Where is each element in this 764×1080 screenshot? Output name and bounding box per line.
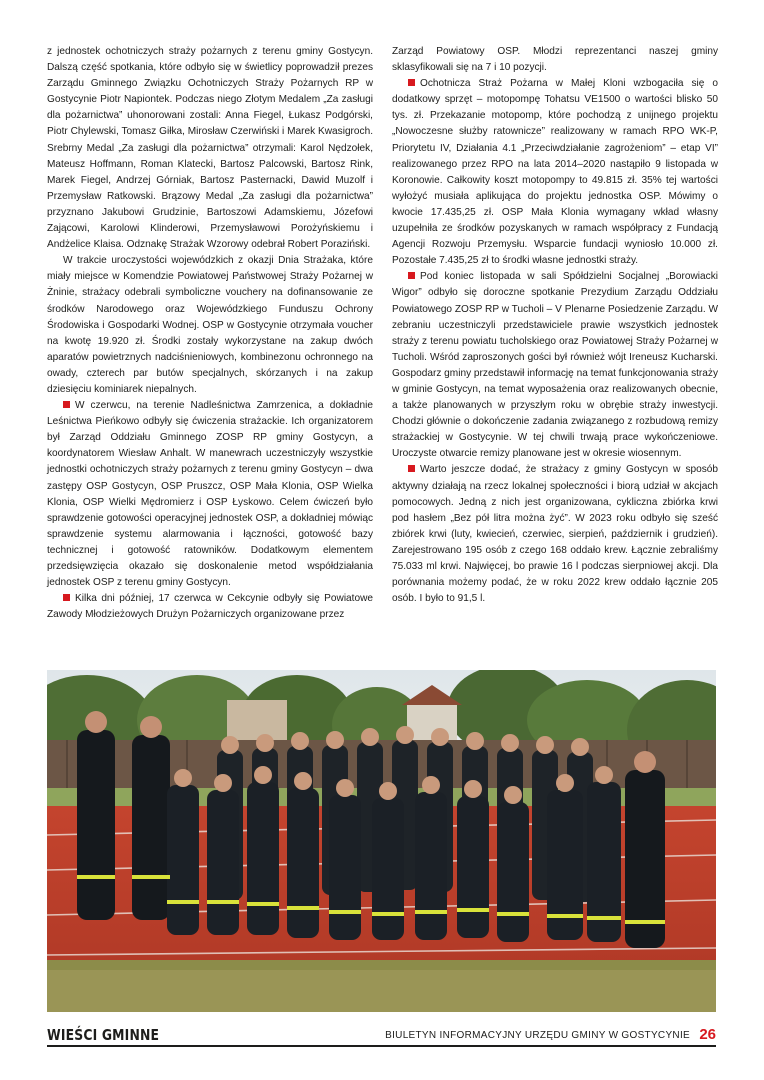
footer-divider — [47, 1045, 716, 1047]
team-photo-illustration — [47, 670, 716, 1012]
bullet-square-icon — [408, 465, 415, 472]
paragraph-vouchers: W trakcie uroczystości wojewódzkich z okazji Dnia Strażaka, które miały miejsce w Komendzie Powiatowej Państwowej Straży Pożarnej w Żninie, strażacy odebrali symboliczne vouchery na dofinansowanie ze środków Narodowego oraz Wojewódzkiego Funduszu Ochrony Środowiska i Gospodarki Wodnej. OSP w Gostycynie otrzymała voucher na kwotę 19.920 zł. Środki zostały wykorzystane na zakup dwóch aparatów powietrznych nadciśnieniowych, kombinezonu ochronnego na owady, czterech par butów specjalnych, skórzanych i na zakup dziesięciu kominiarek niepalnych. — [47, 255, 373, 395]
left-text-column — [47, 44, 373, 623]
bullet-square-icon — [408, 79, 415, 86]
page-number: 26 — [699, 1026, 716, 1043]
paragraph-competition-results: Zarząd Powiatowy OSP. Młodzi reprezentanci naszej gminy sklasyfikowali się na 7 i 10 pozycji. — [392, 46, 718, 74]
paragraph-medals: z jednostek ochotniczych straży pożarnych z terenu gminy Gostycyn. Dalszą część spotkania, które odbyło się w świetlicy poprowadził prezes Zarządu Gminnego Związku Ochotniczych Straży Pożarnych RP w Gostycynie Piotr Napiontek. Podczas niego Złotym Medalem „Za zasługi dla pożarnictwa” uhonorowani zostali: Anna Fiegel, Łukasz Podgórski, Piotr Chylewski, Tomasz Giłka, Mirosław Czerwiński i Marek Kwasigroch. Srebrny Medal „Za zasługi dla pożarnictwa” otrzymali: Karol Nędzołek, Mateusz Hoffmann, Roman Klatecki, Bartosz Palcowski, Bartosz Rink, Marek Fiegel, Andrzej Górniak, Bartosz Pasternacki, Dawid Muzolf i Przemysław Ratkowski. Brązowy Medal „Za zasługi dla pożarnictwa” przyznano Jakubowi Grudzinie, Bartoszowi Adamskiemu, Józefowi Zającowi, Karolowi Klinderowi, Przemysławowi Porożyńskiemu i Andżelice Klaisa. Odznakę Strażak Wzorowy odebrał Robert Poraziński. — [47, 46, 373, 251]
paragraph-board-meeting-text: Pod koniec listopada w sali Spółdzielni Socjalnej „Borowiacki Wigor” odbyło się doroczne spotkanie Prezydium Zarządu Oddziału Powiatowego ZOSP RP w Tucholi – V Plenarne Posiedzenie Zarządu. W zebraniu uczestniczyli przedstawiciele prawie wszystkich jednostek straży z terenu powiatu tucholskiego oraz Powiatowej Straży Pożarnej w Tucholi. Wśród zaproszonych gości był również wójt Ireneusz Kucharski. Gospodarz gminy przedstawił informację na temat funkcjonowania straży w gminie Gostycyn, na temat wyposażenia oraz realizowanych obecnie, a także planowanych w przyszłym roku w obrębie straży inwestycji. Chodzi głównie o dokończenie zadania związanego z rozbudową remizy strażackiej w Gostycynie. W tej chwili trwają prace wykończeniowe. Uroczyste otwarcie remizy planowane jest w okresie wiosennym. — [392, 271, 718, 460]
paragraph-board-meeting — [392, 269, 718, 462]
paragraph-exercises — [47, 398, 373, 591]
page-footer — [47, 1024, 716, 1048]
paragraph-competitions — [47, 591, 373, 623]
paragraph-motor-pump — [392, 76, 718, 269]
publication-title: BIULETYN INFORMACYJNY URZĘDU GMINY W GOSTYCYNIE — [385, 1030, 690, 1041]
paragraph-exercises-text: W czerwcu, na terenie Nadleśnictwa Zamrzenica, a dokładnie Leśnictwa Pieńkowo odbyły się ćwiczenia strażackie. Ich organizatorem był Zarząd Oddziału Gminnego ZOSP RP gminy Gostycyn, a koordynatorem Wiesław Anhalt. W manewrach uczestniczyły wszystkie jednostki ochotniczych straży pożarnych z terenu gminy Gostycyn – dwa zastępy OSP Gostycyn, OSP Pruszcz, OSP Mała Klonia, OSP Wielka Klonia, OSP Wielki Mędromierz i OSP Łyskowo. Celem ćwiczeń było sprawdzenie gotowości operacyjnej jednostek OSP, a dokładniej mówiąc sprawdzenie systemu alarmowania i łączności, gotowość bazy technicznej i gotowość ratowników. Dodatkowym elementem przedsięwzięcia okazało się doskonalenie metod współdziałania jednostek OSP z terenu gminy Gostycyn. — [47, 400, 373, 589]
bullet-square-icon — [408, 272, 415, 279]
paragraph-motor-pump-text: Ochotnicza Straż Pożarna w Małej Kloni wzbogaciła się o dodatkowy sprzęt – motopompę Tohatsu VE1500 o wartości blisko 50 tys. zł. Przekazanie motopomp, które pochodzą z unijnego projektu „Nowoczesne służby ratownicze” realizowany w ramach RPO WK-P, Priorytetu IV, Działania 4.1 „Przeciwdziałanie zagrożeniom” – etap VI” realizowanego przez RPO na lata 2014–2020 nastąpiło 9 listopada w Koronowie. Całkowity koszt motopompy to 49.815 zł. 35% tej wartości wyłożyć musiała aplikująca do projektu jednostka OSP. Mówimy o kwocie 17.435,25 zł. OSP Mała Klonia wymagany wkład własny uzupełniła ze środków pozyskanych w ramach współpracy z Fundacją Agencji Rozwoju Przemysłu. Wsparcie fundacji wyniosło 10.000 zł. Pozostałe 7.435,25 zł to środki własne jednostki straży. — [392, 78, 718, 267]
paragraph-blood-donation — [392, 462, 718, 607]
paragraph-blood-donation-text: Warto jeszcze dodać, że strażacy z gminy Gostycyn w sposób aktywny działają na rzecz lokalnej społeczności i biorą udział w akcjach pomocowych. Jedną z nich jest organizowana, cykliczna zbiórka krwi pod hasłem „Bez pół litra można żyć”. W 2023 roku odbyło się sześć zbiórek krwi (luty, kwiecień, czerwiec, sierpień, październik i grudzień). Zarejestrowano 195 osób z czego 168 oddało krew. Łącznie zebraliśmy 75.033 ml krwi. Najwięcej, bo prawie 16 l podczas sierpniowej akcji. Dla porównania możemy podać, że w roku 2022 krew oddało łącznie 205 osób. I było to 91,5 l. — [392, 464, 718, 605]
paragraph-competitions-text: Kilka dni później, 17 czerwca w Cekcynie odbyły się Powiatowe Zawody Młodzieżowych Drużyn Pożarniczych organizowane przez — [47, 593, 373, 621]
bullet-square-icon — [63, 594, 70, 601]
publication-brand: WIEŚCI GMINNE — [47, 1026, 160, 1044]
right-text-column — [392, 44, 718, 607]
firefighter-team-photo — [47, 670, 716, 1012]
bullet-square-icon — [63, 401, 70, 408]
